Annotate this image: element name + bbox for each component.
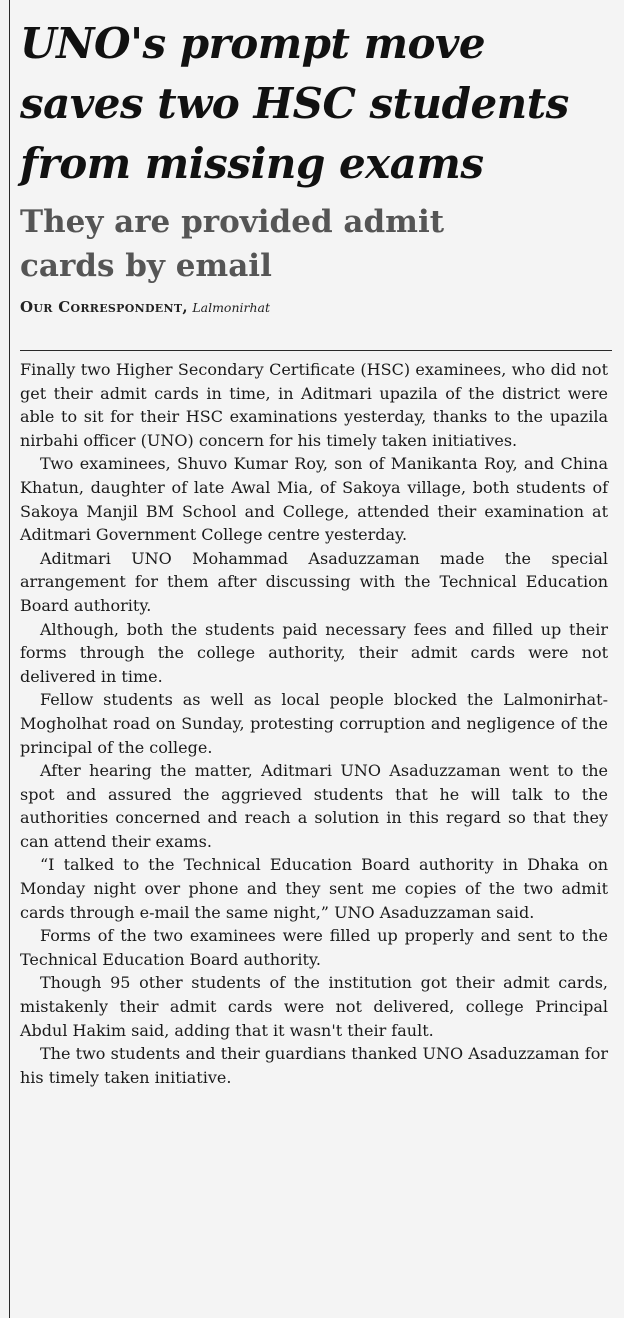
headline-line: UNO's prompt move [20, 19, 486, 68]
subheadline-line: cards by email [20, 248, 272, 284]
body-paragraph: Finally two Higher Secondary Certificate (HSC) examinees, who did not get their admit cards in time, in Aditmari upazila of the district were able to sit for their HSC examinations yesterday, thanks to the upazila nirbahi officer (UNO) concern for his timely taken initiatives. [20, 360, 608, 450]
body-paragraph: Fellow students as well as local people blocked the Lalmonirhat-Mogholhat road on Sunday, protesting corruption and negligence of the principal of the college. [20, 690, 608, 757]
headline [20, 14, 612, 194]
body-paragraph: “I talked to the Technical Education Board authority in Dhaka on Monday night over phone and they sent me copies of the two admit cards through e-mail the same night,” UNO Asaduzzaman said. [20, 855, 608, 922]
header-divider [20, 350, 612, 351]
article-body [20, 358, 608, 1089]
column-rule [9, 0, 10, 1318]
subheadline-line: They are provided admit [20, 204, 445, 240]
body-paragraph: Though 95 other students of the institution got their admit cards, mistakenly their admit cards were not delivered, college Principal Abdul Hakim said, adding that it wasn't their fault. [20, 973, 608, 1040]
body-paragraph: Two examinees, Shuvo Kumar Roy, son of Manikanta Roy, and China Khatun, daughter of late Awal Mia, of Sakoya village, both students of Sakoya Manjil BM School and College, attended their examination at Aditmari Government College centre yesterday. [20, 454, 608, 545]
byline-location: Lalmonirhat [192, 300, 270, 315]
body-paragraph: Aditmari UNO Mohammad Asaduzzaman made the special arrangement for them after discussing with the Technical Education Board authority. [20, 548, 608, 615]
headline-line: saves two HSC students [20, 79, 569, 128]
body-paragraph: Although, both the students paid necessary fees and filled up their forms through the college authority, their admit cards were not delivered in time. [20, 619, 608, 686]
headline-line: from missing exams [20, 139, 484, 188]
article-header [20, 14, 612, 317]
subheadline [20, 200, 612, 288]
byline-correspondent: Our Correspondent, [20, 298, 188, 316]
byline [20, 298, 612, 317]
body-paragraph: The two students and their guardians thanked UNO Asaduzzaman for his timely taken initiative. [20, 1044, 608, 1087]
body-paragraph: After hearing the matter, Aditmari UNO Asaduzzaman went to the spot and assured the aggrieved students that he will talk to the authorities concerned and reach a solution in this regard so that they can attend their exams. [20, 761, 608, 851]
body-paragraph: Forms of the two examinees were filled up properly and sent to the Technical Education Board authority. [20, 926, 608, 969]
